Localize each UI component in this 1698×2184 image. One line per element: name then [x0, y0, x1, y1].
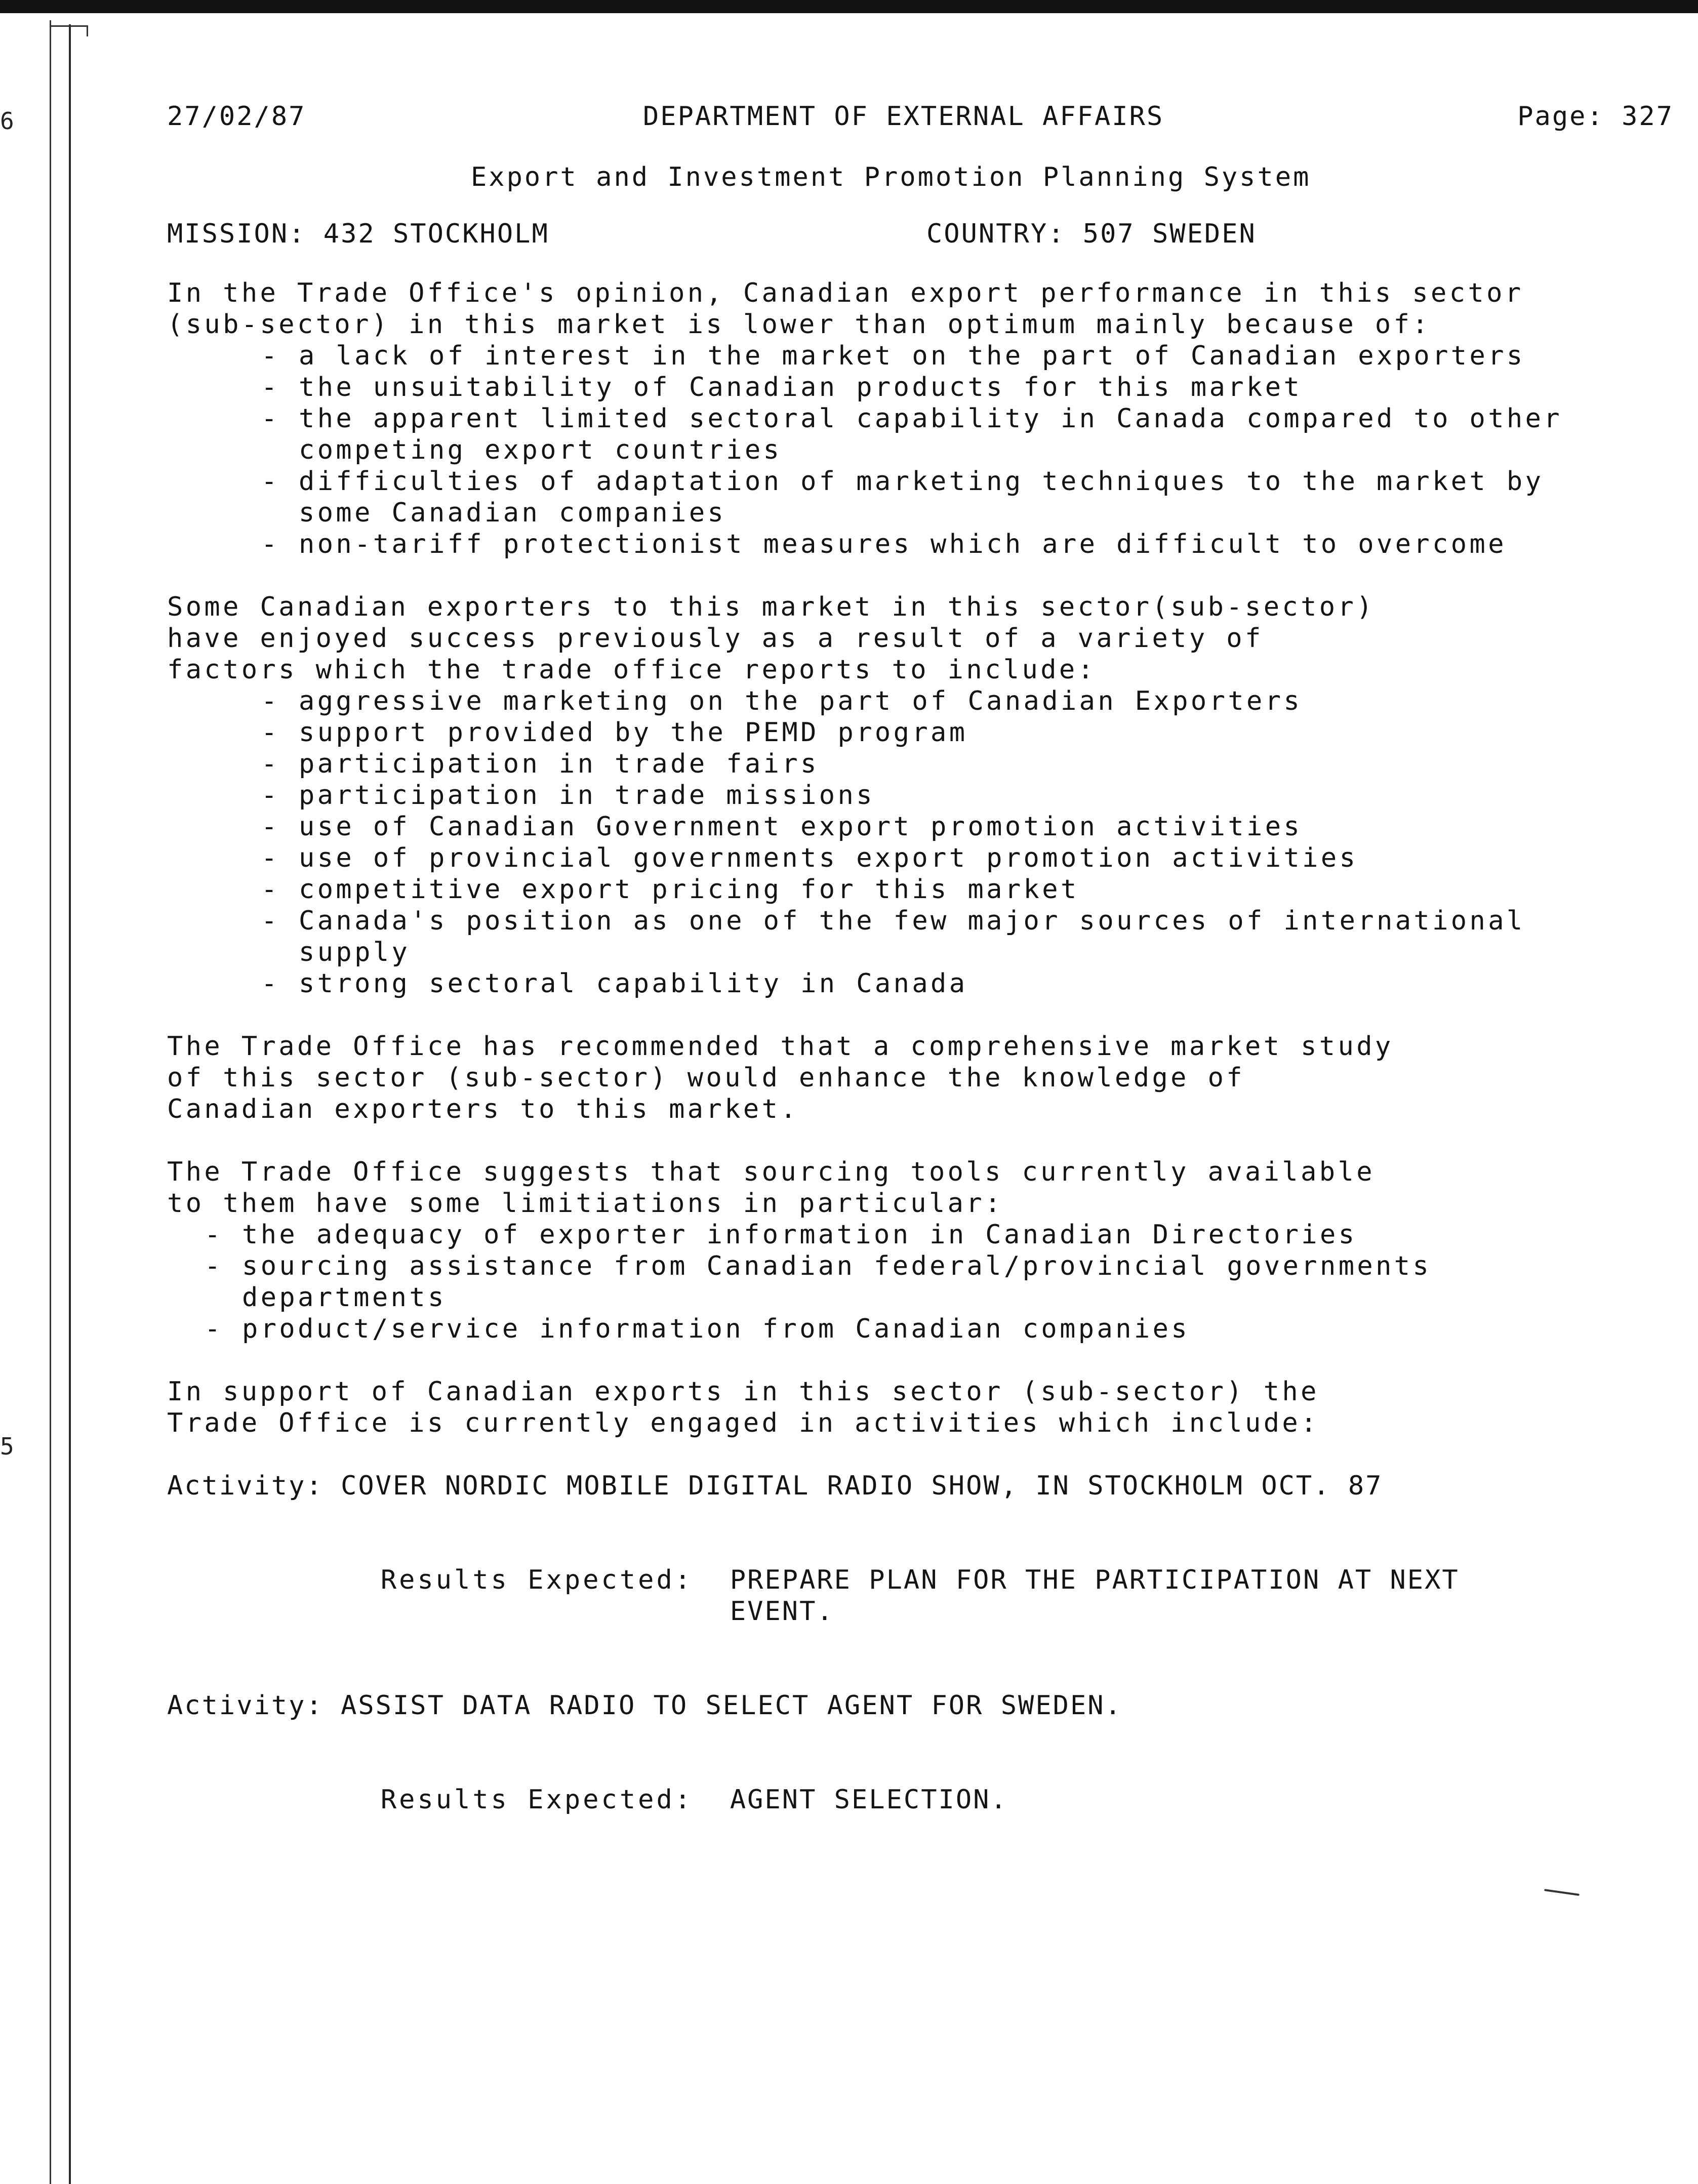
- section-intro: In the Trade Office's opinion, Canadian export performance in this sector (sub-sector) in this market is lower than optimum mainly because of:: [167, 278, 1524, 340]
- binding-edge-line: [50, 20, 51, 2184]
- stray-pen-mark: [1544, 1889, 1580, 1896]
- list-item: - sourcing assistance from Canadian federal/provincial governments departments: [205, 1251, 1432, 1313]
- results-expected: [167, 1753, 1676, 1847]
- country-field: COUNTRY: 507 SWEDEN: [926, 219, 1257, 249]
- dash-bullet: -: [261, 906, 280, 936]
- dash-bullet: -: [205, 1251, 223, 1281]
- list-item: - product/service information from Canadian companies: [205, 1314, 1190, 1344]
- dash-bullet: -: [261, 686, 280, 716]
- dash-bullet: -: [261, 372, 280, 402]
- dash-bullet: -: [261, 874, 280, 905]
- results-text: AGENT SELECTION.: [730, 1785, 1008, 1815]
- header-date: 27/02/87: [167, 101, 306, 132]
- binding-corner: [51, 25, 88, 36]
- list-item: - participation in trade missions: [261, 780, 875, 811]
- dash-bullet: -: [205, 1314, 223, 1344]
- margin-mark-bottom: 5: [0, 1433, 14, 1460]
- section-activities-intro: [167, 1376, 1676, 1439]
- list-item: - difficulties of adaptation of marketing techniques to the market by some Canadian companies: [261, 466, 1544, 528]
- dash-bullet: -: [261, 780, 280, 811]
- list-item: - a lack of interest in the market on the part of Canadian exporters: [261, 341, 1525, 371]
- activity-block: [167, 1690, 1676, 1847]
- dash-bullet: -: [261, 341, 280, 371]
- margin-mark-top: 6: [0, 107, 14, 135]
- section-intro: The Trade Office suggests that sourcing tools currently available to them have some limitiations in particular:: [167, 1157, 1375, 1219]
- dash-bullet: -: [205, 1220, 223, 1250]
- document-page: [167, 101, 1676, 1847]
- results-label: Results Expected:: [380, 1785, 694, 1815]
- list-item: - use of Canadian Government export promotion activities: [261, 812, 1303, 842]
- dash-bullet: -: [261, 968, 280, 999]
- dash-bullet: -: [261, 717, 280, 748]
- section-market-study: [167, 1031, 1676, 1125]
- list-item: - aggressive marketing on the part of Canadian Exporters: [261, 686, 1303, 716]
- section-text: In support of Canadian exports in this sector (sub-sector) the Trade Office is currently engaged in activities which include:: [167, 1377, 1319, 1438]
- system-title: Export and Investment Promotion Planning System: [471, 162, 1311, 192]
- results-expected: [167, 1533, 1676, 1659]
- section-sourcing-tools: [167, 1156, 1676, 1345]
- limitation-list: [167, 1219, 1676, 1345]
- section-export-performance: [167, 277, 1676, 560]
- list-item: - participation in trade fairs: [261, 749, 819, 779]
- activity-line: Activity: ASSIST DATA RADIO TO SELECT AGENT FOR SWEDEN.: [167, 1690, 1122, 1721]
- results-text: PREPARE PLAN FOR THE PARTICIPATION AT NEXT EVENT.: [730, 1565, 1460, 1627]
- list-item: - strong sectoral capability in Canada: [261, 968, 968, 999]
- mission-field: MISSION: 432 STOCKHOLM: [167, 219, 549, 249]
- section-intro: Some Canadian exporters to this market in this sector(sub-sector) have enjoyed success previously as a result of a variety of factors which the trade office reports to include:: [167, 592, 1375, 685]
- list-item: - the adequacy of exporter information in Canadian Directories: [205, 1220, 1357, 1250]
- section-success-factors: [167, 591, 1676, 999]
- dash-bullet: -: [261, 749, 280, 779]
- dash-bullet: -: [261, 403, 280, 434]
- list-item: - Canada's position as one of the few major sources of international supply: [261, 906, 1525, 967]
- section-text: The Trade Office has recommended that a comprehensive market study of this sector (sub-sector) would enhance the knowledge of Canadian exporters to this market.: [167, 1031, 1394, 1124]
- dash-bullet: -: [261, 466, 280, 497]
- factor-list: [167, 685, 1676, 999]
- list-item: - the apparent limited sectoral capability in Canada compared to other competing export countries: [261, 403, 1563, 465]
- dash-bullet: -: [261, 529, 280, 559]
- list-item: - use of provincial governments export promotion activities: [261, 843, 1358, 873]
- binding-margin-line: [69, 24, 71, 2184]
- document-header: [167, 101, 1676, 137]
- list-item: - competitive export pricing for this market: [261, 874, 1079, 905]
- activity-block: [167, 1470, 1676, 1659]
- header-department: DEPARTMENT OF EXTERNAL AFFAIRS: [643, 101, 1164, 132]
- scan-top-edge: [0, 0, 1698, 13]
- results-label: Results Expected:: [380, 1565, 694, 1595]
- list-item: - support provided by the PEMD program: [261, 717, 968, 748]
- mission-country-row: [167, 219, 1676, 254]
- list-item: - the unsuitability of Canadian products for this market: [261, 372, 1303, 402]
- reason-list: [167, 340, 1676, 560]
- dash-bullet: -: [261, 843, 280, 873]
- header-page-number: Page: 327: [1517, 101, 1674, 132]
- activity-line: Activity: COVER NORDIC MOBILE DIGITAL RADIO SHOW, IN STOCKHOLM OCT. 87: [167, 1471, 1383, 1501]
- dash-bullet: -: [261, 812, 280, 842]
- list-item: - non-tariff protectionist measures which are difficult to overcome: [261, 529, 1507, 559]
